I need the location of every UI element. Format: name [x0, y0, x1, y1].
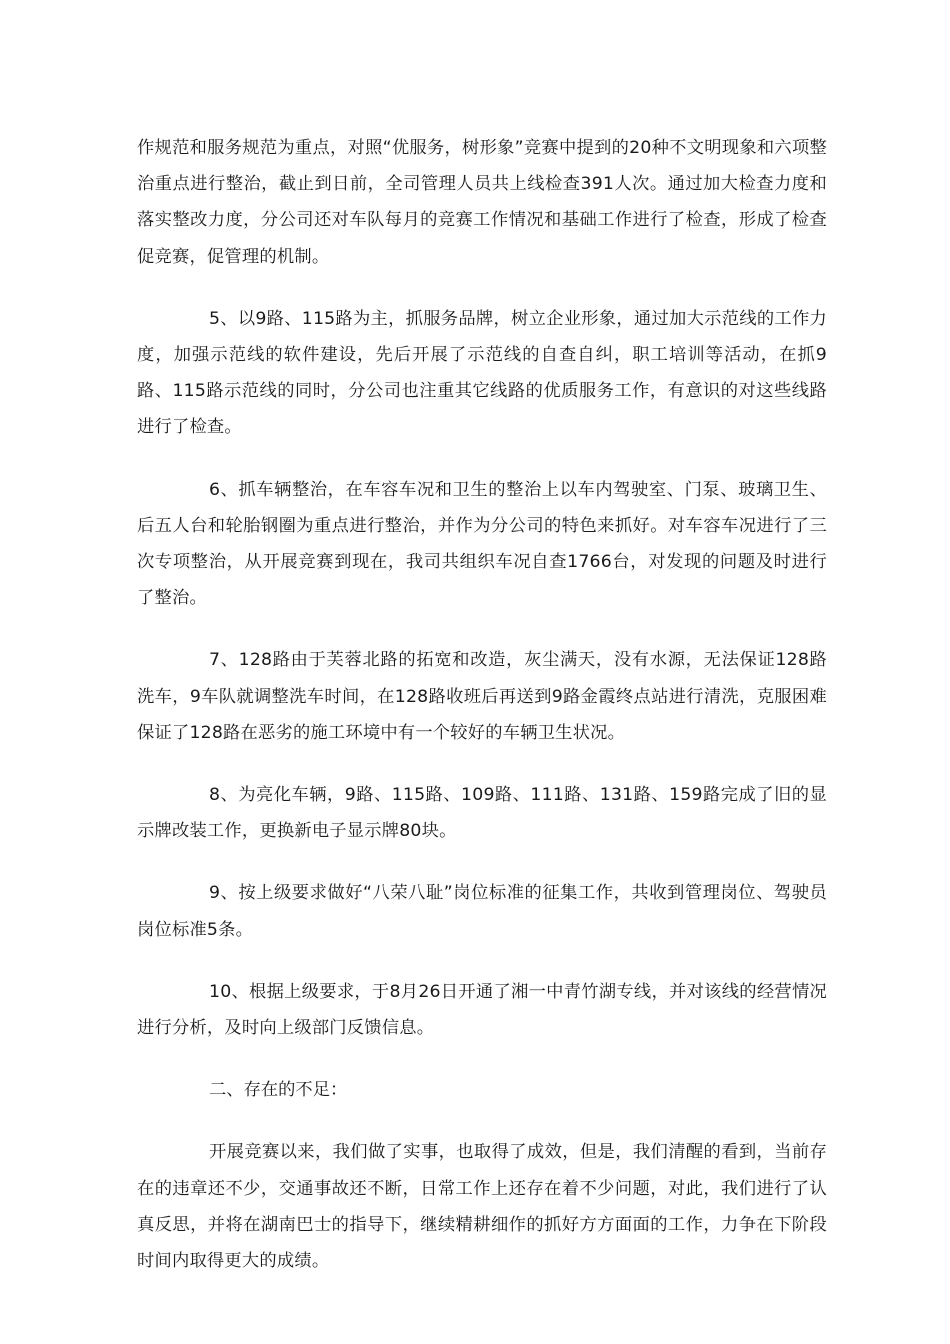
paragraph-item-9: 9、按上级要求做好“八荣八耻”岗位标准的征集工作，共收到管理岗位、驾驶员岗位标准5条。: [137, 883, 827, 940]
paragraph-item-6: 6、抓车辆整治，在车容车况和卫生的整治上以车内驾驶室、门泵、玻璃卫生、后五人台和轮胎钢圈为重点进行整治，并作为分公司的特色来抓好。对车容车况进行了三次专项整治，从开展竞赛到现在，我司共组织车况自查1766台，对发现的问题及时进行了整治。: [137, 479, 827, 609]
paragraph-continued: 作规范和服务规范为重点，对照“优服务，树形象”竞赛中提到的20种不文明现象和六项整治重点进行整治，截止到日前，全司管理人员共上线检查391人次。通过加大检查力度和落实整改力度，分公司还对车队每月的竞赛工作情况和基础工作进行了检查，形成了检查促竞赛，促管理的机制。: [137, 138, 827, 267]
paragraph-item-10: 10、根据上级要求，于8月26日开通了湘一中青竹湖专线，并对该线的经营情况进行分析，及时向上级部门反馈信息。: [137, 981, 827, 1039]
document-body: [137, 130, 827, 1305]
paragraph-item-8: 8、为亮化车辆，9路、115路、109路、111路、131路、159路完成了旧的显示牌改装工作，更换新电子显示牌80块。: [137, 785, 827, 842]
paragraph-item-5: 5、以9路、115路为主，抓服务品牌，树立企业形象，通过加大示范线的工作力度，加强示范线的软件建设，先后开展了示范线的自查自纠，职工培训等活动，在抓9路、115路示范线的同时，分公司也注重其它线路的优质服务工作，有意识的对这些线路进行了检查。: [137, 308, 827, 438]
section-heading: 二、存在的不足：: [209, 1080, 348, 1101]
paragraph-item-7: 7、128路由于芙蓉北路的拓宽和改造，灰尘满天，没有水源，无法保证128路洗车，9车队就调整洗车时间，在128路收班后再送到9路金霞终点站进行清洗，克服困难保证了128路在恶劣的施工环境中有一个较好的车辆卫生状况。: [137, 650, 827, 743]
closing-paragraph: 开展竞赛以来，我们做了实事，也取得了成效，但是，我们清醒的看到，当前存在的违章还不少，交通事故还不断，日常工作上还存在着不少问题，对此，我们进行了认真反思，并将在湖南巴士的指导下，继续精耕细作的抓好方方面面的工作，力争在下阶段时间内取得更大的成绩。: [137, 1142, 827, 1272]
